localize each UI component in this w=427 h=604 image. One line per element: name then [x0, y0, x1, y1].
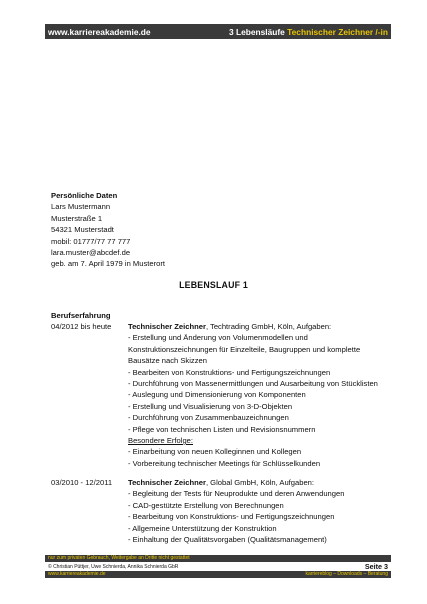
page-number: Seite 3	[364, 562, 388, 571]
experience-entry	[51, 477, 391, 545]
entry-task: - Erstellung und Visualisierung von 3-D-Objekten	[128, 401, 293, 411]
header-site: www.karriereakademie.de	[48, 26, 151, 37]
entry-task: - Bearbeiten von Konstruktions- und Fertigungszeichnungen	[128, 367, 331, 377]
header-title-accent: Technischer Zeichner /-in	[287, 26, 388, 37]
header-title-prefix: 3 Lebensläufe	[228, 26, 288, 37]
entry-task: - Bearbeitung von Konstruktions- und Fertigungszeichnungen	[128, 512, 335, 522]
experience-heading: Berufserfahrung	[51, 311, 111, 320]
personal-street: Musterstraße 1	[51, 213, 103, 223]
entry-period: 04/2012 bis heute	[51, 322, 112, 331]
entry-task: - Begleitung der Tests für Neuprodukte und deren Anwendungen	[128, 489, 345, 499]
entry-heading	[128, 477, 391, 488]
entry-company: , Techtrading GmbH, Köln, Aufgaben:	[205, 322, 332, 331]
entry-period: 03/2010 - 12/2011	[51, 478, 113, 487]
entry-task: Konstruktionszeichnungen für Einzelteile, Baugruppen und komplette	[128, 344, 361, 354]
entry-task: - Allgemeine Unterstützung der Konstruktion	[128, 523, 277, 533]
entry-role: Technischer Zeichner	[128, 322, 206, 331]
personal-city: 54321 Musterstadt	[51, 225, 114, 235]
entry-success: - Vorbereitung technischer Meetings für Schlüsselkunden	[128, 458, 321, 468]
entry-details	[128, 477, 391, 545]
personal-data	[51, 190, 165, 270]
cv-title: LEBENSLAUF 1	[179, 280, 248, 290]
personal-email: lara.muster@abcdef.de	[51, 248, 131, 258]
entry-task: Bausätze nach Skizzen	[128, 356, 207, 366]
page-header	[45, 24, 391, 39]
entry-heading	[128, 321, 391, 332]
personal-birth: geb. am 7. April 1979 in Musterort	[51, 259, 165, 269]
footer-notice: nur zum privaten Gebrauch, Weitergabe an Dritte nicht gestattet	[45, 555, 391, 562]
personal-mobile: mobil: 01777/77 77 777	[51, 236, 131, 246]
entry-details	[128, 321, 391, 469]
personal-name: Lars Mustermann	[51, 202, 111, 212]
entry-task: - Durchführung von Massenermittlungen und Ausarbeitung von Stücklisten	[128, 379, 378, 389]
entry-task: - Einhaltung der Qualitätsvorgaben (Qualitätsmanagement)	[128, 535, 327, 545]
entry-task: - Erstellung und Änderung von Volumenmodellen und	[128, 333, 308, 343]
footer-copyright: © Christian Püttjer, Uwe Schnierda, Annika Schnierda GbR	[48, 563, 179, 570]
entry-task: - CAD-gestützte Erstellung von Berechnungen	[128, 500, 284, 510]
entry-task: - Auslegung und Dimensionierung von Komponenten	[128, 390, 306, 400]
footer-info	[45, 562, 391, 571]
entry-company: , Global GmbH, Köln, Aufgaben:	[205, 478, 314, 487]
entry-task: - Pflege von technischen Listen und Revisionsnummern	[128, 424, 316, 434]
experience-entry	[51, 321, 391, 469]
header-title	[229, 27, 388, 37]
footer-breadcrumb: karriereblog – Downloads – Beratung	[305, 571, 388, 577]
entry-success-label: Besondere Erfolge:	[128, 436, 194, 446]
footer-bar	[45, 571, 391, 578]
entry-role: Technischer Zeichner	[128, 478, 206, 487]
footer-site: www.karriereakademie.de	[48, 571, 106, 577]
personal-heading: Persönliche Daten	[51, 191, 118, 200]
entry-success: - Einarbeitung von neuen Kolleginnen und Kollegen	[128, 447, 302, 457]
entry-task: - Durchführung von Zusammenbauzeichnungen	[128, 413, 289, 423]
